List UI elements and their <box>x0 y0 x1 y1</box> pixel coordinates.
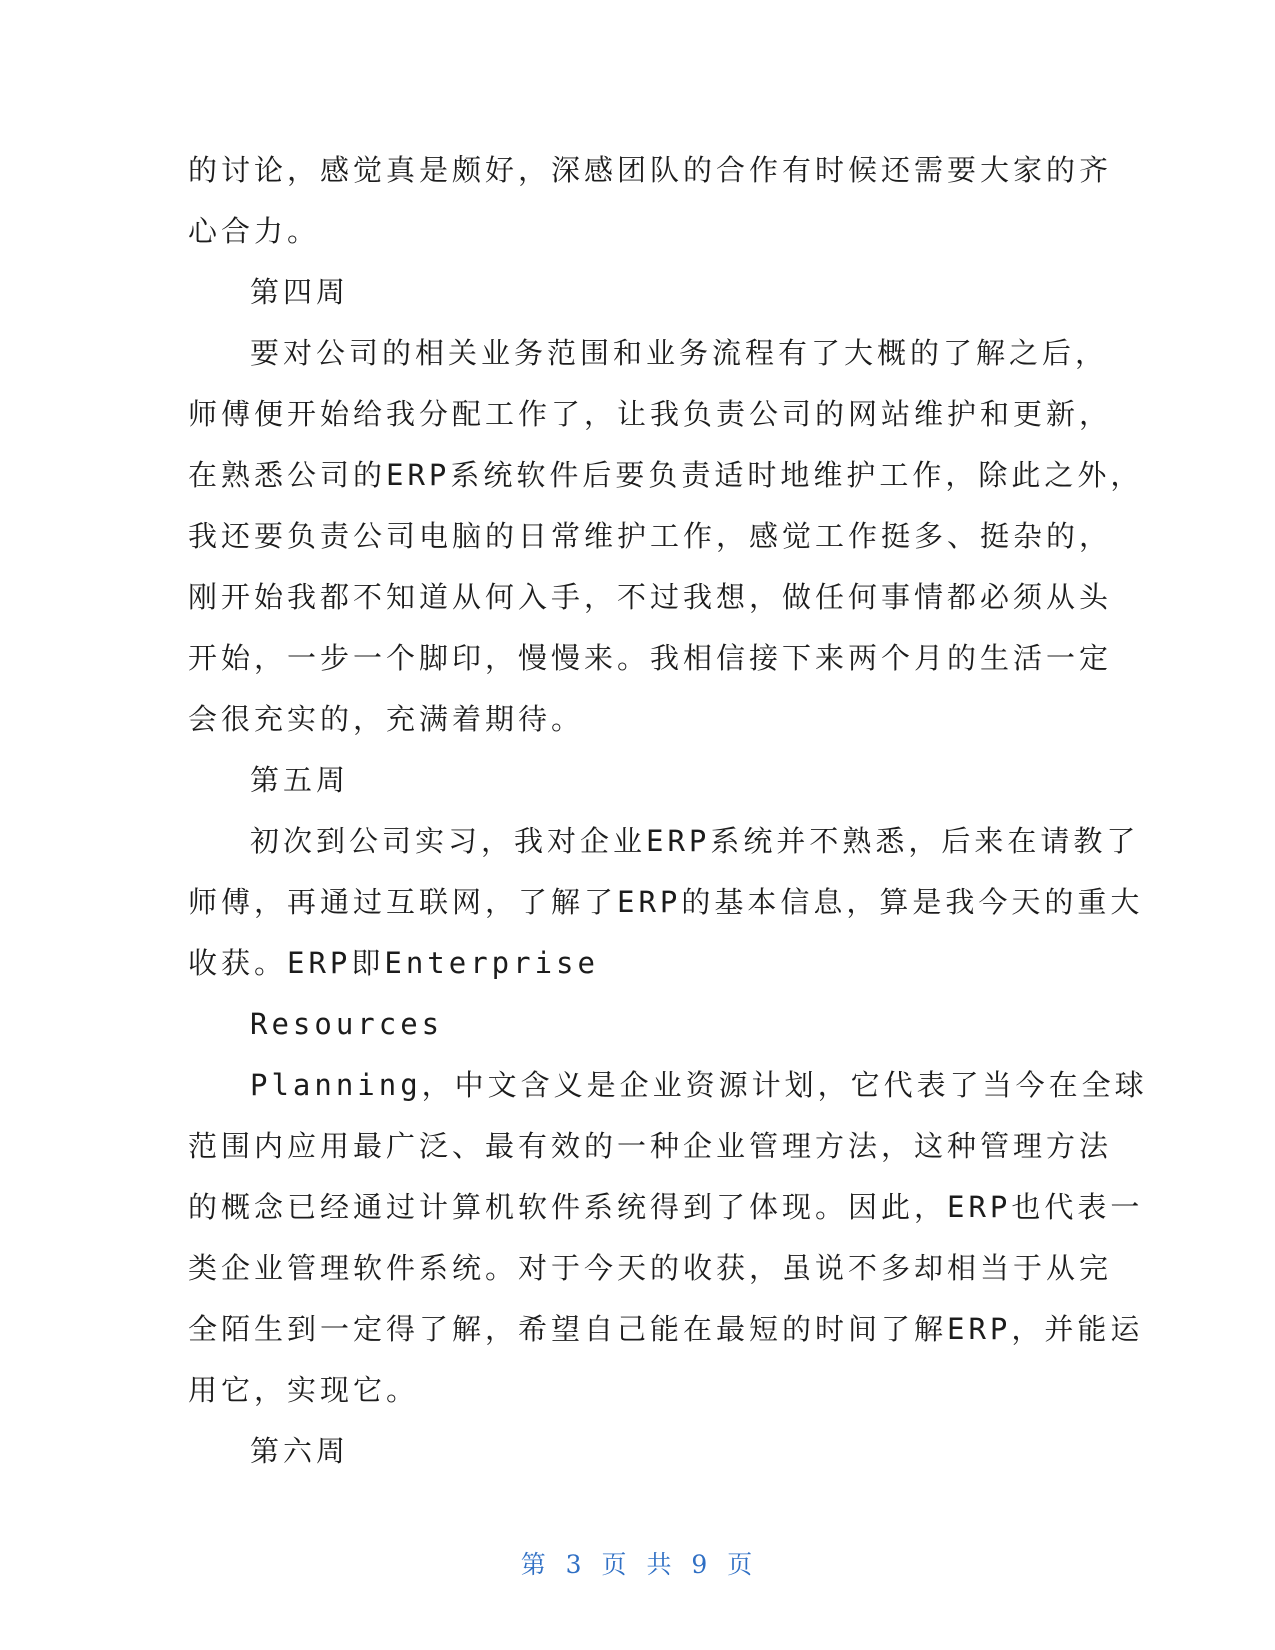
paragraph-line: 的概念已经通过计算机软件系统得到了体现。因此，ERP也代表一 <box>188 1190 1144 1224</box>
paragraph-line: 会很充实的，充满着期待。 <box>188 702 585 736</box>
document-body <box>188 140 1148 1482</box>
page-number-footer: 第 3 页 共 9 页 <box>520 1550 755 1579</box>
paragraph-line: 师傅，再通过互联网，了解了ERP的基本信息，算是我今天的重大 <box>188 885 1144 919</box>
paragraph-line: 收获。ERP即Enterprise <box>188 946 599 980</box>
paragraph-line: 师傅便开始给我分配工作了，让我负责公司的网站维护和更新， <box>188 397 1113 431</box>
paragraph-line: Planning，中文含义是企业资源计划，它代表了当今在全球 <box>250 1068 1148 1102</box>
paragraph-line: 范围内应用最广泛、最有效的一种企业管理方法，这种管理方法 <box>188 1129 1113 1163</box>
paragraph-line: 初次到公司实习，我对企业ERP系统并不熟悉，后来在请教了 <box>250 824 1140 858</box>
paragraph-line: 刚开始我都不知道从何入手，不过我想，做任何事情都必须从头 <box>188 580 1113 614</box>
week-heading: 第五周 <box>250 763 350 797</box>
paragraph-line: 在熟悉公司的ERP系统软件后要负责适时地维护工作，除此之外， <box>188 458 1144 492</box>
paragraph-line: 用它，实现它。 <box>188 1373 420 1407</box>
paragraph-line: 全陌生到一定得了解，希望自己能在最短的时间了解ERP，并能运 <box>188 1312 1144 1346</box>
paragraph-line: 心合力。 <box>188 214 321 248</box>
paragraph-line: 类企业管理软件系统。对于今天的收获，虽说不多却相当于从完 <box>188 1251 1113 1285</box>
week-heading: 第六周 <box>250 1434 350 1468</box>
paragraph-line: 要对公司的相关业务范围和业务流程有了大概的了解之后， <box>250 336 1109 370</box>
paragraph-line: 的讨论，感觉真是颇好，深感团队的合作有时候还需要大家的齐 <box>188 153 1113 187</box>
paragraph-line: 开始，一步一个脚印，慢慢来。我相信接下来两个月的生活一定 <box>188 641 1113 675</box>
paragraph-line: 我还要负责公司电脑的日常维护工作，感觉工作挺多、挺杂的， <box>188 519 1113 553</box>
paragraph-line: Resources <box>250 1007 444 1041</box>
week-heading: 第四周 <box>250 275 350 309</box>
